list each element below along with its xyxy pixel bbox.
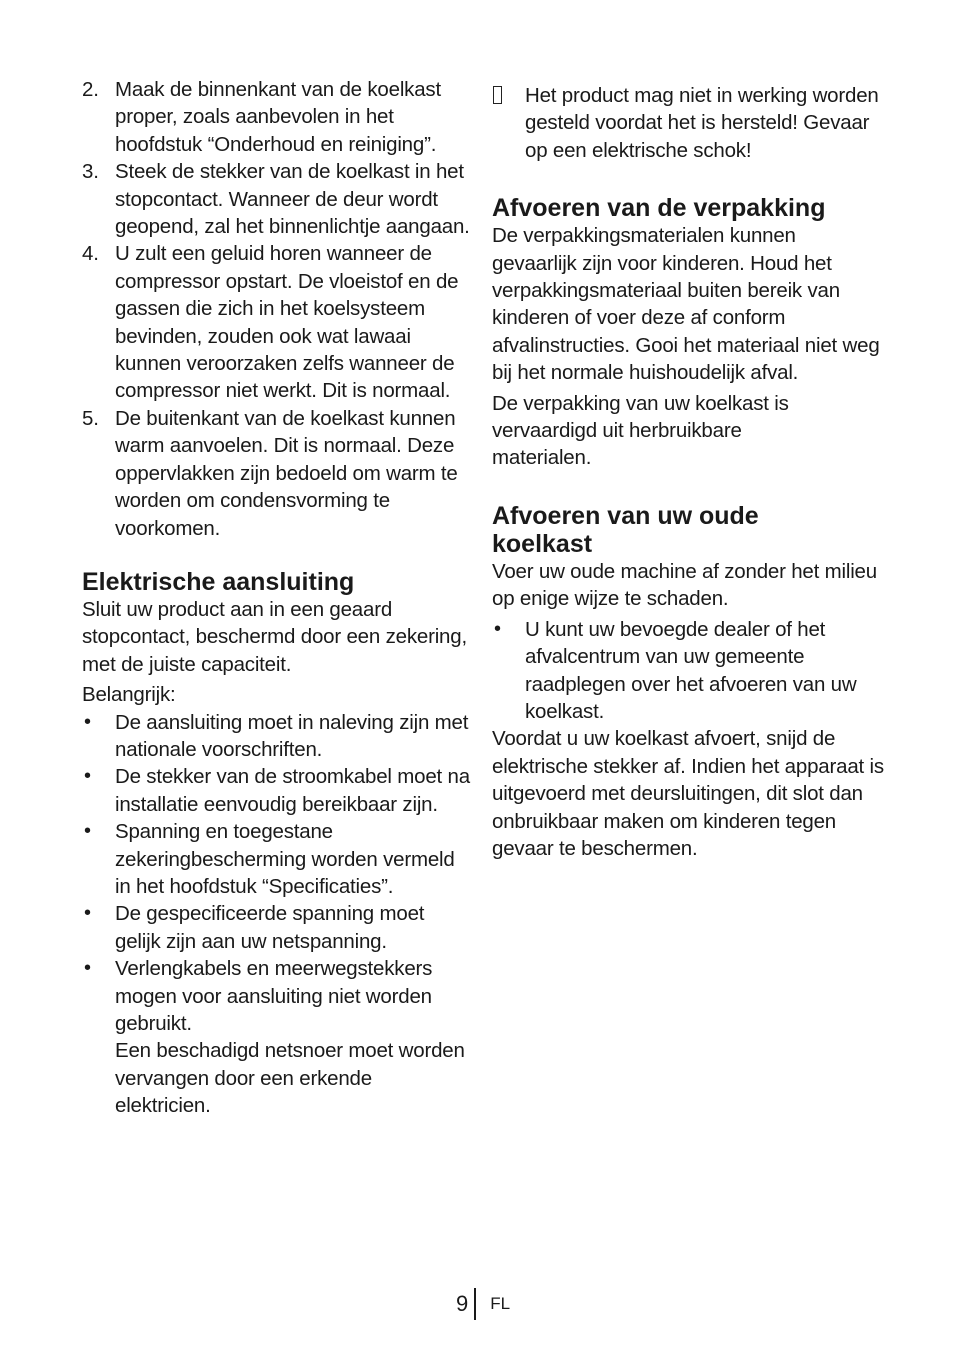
bullet-icon: • xyxy=(84,765,91,788)
numbered-list xyxy=(82,76,472,542)
warning-text: Het product mag niet in werking worden gesteld voordat het is hersteld! Gevaar op een elektrische schok! xyxy=(525,84,879,162)
list-item xyxy=(82,158,472,240)
bullet-icon: • xyxy=(84,710,91,733)
item-text: De stekker van de stroomkabel moet na installatie eenvoudig bereikbaar zijn. xyxy=(115,765,470,816)
item-text: Spanning en toegestane zekeringbescherming worden vermeld in het hoofdstuk “Specificaties”. xyxy=(115,820,455,898)
bullet-icon: • xyxy=(84,902,91,925)
item-number: 2. xyxy=(82,78,99,101)
item-number: 5. xyxy=(82,406,99,430)
list-item xyxy=(82,76,472,158)
power-cord-note: Een beschadigd netsnoer moet worden vervangen door een erkende elektricien. xyxy=(115,1039,465,1118)
item-text: U zult een geluid horen wanneer de compressor opstart. De vloeistof en de gassen die zich in het koelsysteem bevinden, zouden ook wat lawaai kunnen veroorzaken zelfs wanneer de compressor niet werkt. Dit is normaal. xyxy=(115,242,459,403)
warning-box-icon xyxy=(493,86,502,104)
bullet-list xyxy=(82,709,472,1038)
page-footer xyxy=(456,1288,510,1320)
bullet-icon: • xyxy=(84,820,91,843)
item-text: U kunt uw bevoegde dealer of het afvalcentrum van uw gemeente raadplegen over het afvoeren van uw koelkast. xyxy=(525,617,857,723)
right-column xyxy=(492,82,884,862)
bullet-icon: • xyxy=(494,617,501,640)
bullet-icon: • xyxy=(84,957,91,980)
list-item xyxy=(82,709,472,764)
packaging-text-1: De verpakkingsmaterialen kunnen gevaarlijk zijn voor kinderen. Houd het verpakkingsmateriaal buiten bereik van kinderen of voer deze af conform afvalinstructies. Gooi het materiaal niet weg bij het normale huishoudelijk afval. xyxy=(492,224,880,385)
list-item xyxy=(82,240,472,404)
list-item xyxy=(82,405,472,542)
list-item xyxy=(82,763,472,818)
section-heading-electric: Elektrische aansluiting xyxy=(82,567,355,596)
list-item xyxy=(492,616,884,726)
item-text: Steek de stekker van de koelkast in het stopcontact. Wanneer de deur wordt geopend, zal het binnenlichtje aangaan. xyxy=(115,160,470,239)
item-text: De aansluiting moet in naleving zijn met nationale voorschriften. xyxy=(115,710,469,761)
language-code: FL xyxy=(490,1294,511,1313)
list-item xyxy=(82,955,472,1037)
list-item xyxy=(82,818,472,900)
section-heading-packaging: Afvoeren van de verpakking xyxy=(492,194,826,223)
item-text: Maak de binnenkant van de koelkast proper, zoals aanbevolen in het hoofdstuk “Onderhoud en reiniging”. xyxy=(115,78,441,156)
list-item xyxy=(82,900,472,955)
important-label: Belangrijk: xyxy=(82,683,176,707)
item-text: De buitenkant van de koelkast kunnen warm aanvoelen. Dit is normaal. Deze oppervlakken zijn bedoeld om warm te worden om condensvorming te voorkomen. xyxy=(115,406,458,540)
page-number: 9 xyxy=(456,1291,469,1316)
old-fridge-intro: Voer uw oude machine af zonder het milieu op enige wijze te schaden. xyxy=(492,559,877,611)
section-heading-old-fridge: Afvoeren van uw oude koelkast xyxy=(492,501,759,558)
left-column xyxy=(82,76,472,1120)
item-text: Verlengkabels en meerwegstekkers mogen voor aansluiting niet worden gebruikt. xyxy=(115,957,433,1035)
item-number: 3. xyxy=(82,160,99,184)
item-text: De gespecificeerde spanning moet gelijk zijn aan uw netspanning. xyxy=(115,902,425,953)
electric-intro: Sluit uw product aan in een geaard stopcontact, beschermd door een zekering, met de juiste capaciteit. xyxy=(82,597,467,676)
packaging-text-2: De verpakking van uw koelkast is vervaardigd uit herbruikbare materialen. xyxy=(492,391,789,470)
old-fridge-outro: Voordat u uw koelkast afvoert, snijd de elektrische stekker af. Indien het apparaat is uitgevoerd met deursluitingen, dit slot dan onbruikbaar maken om kinderen tegen gevaar te beschermen. xyxy=(492,727,884,860)
warning-note xyxy=(492,82,884,164)
item-number: 4. xyxy=(82,242,99,266)
